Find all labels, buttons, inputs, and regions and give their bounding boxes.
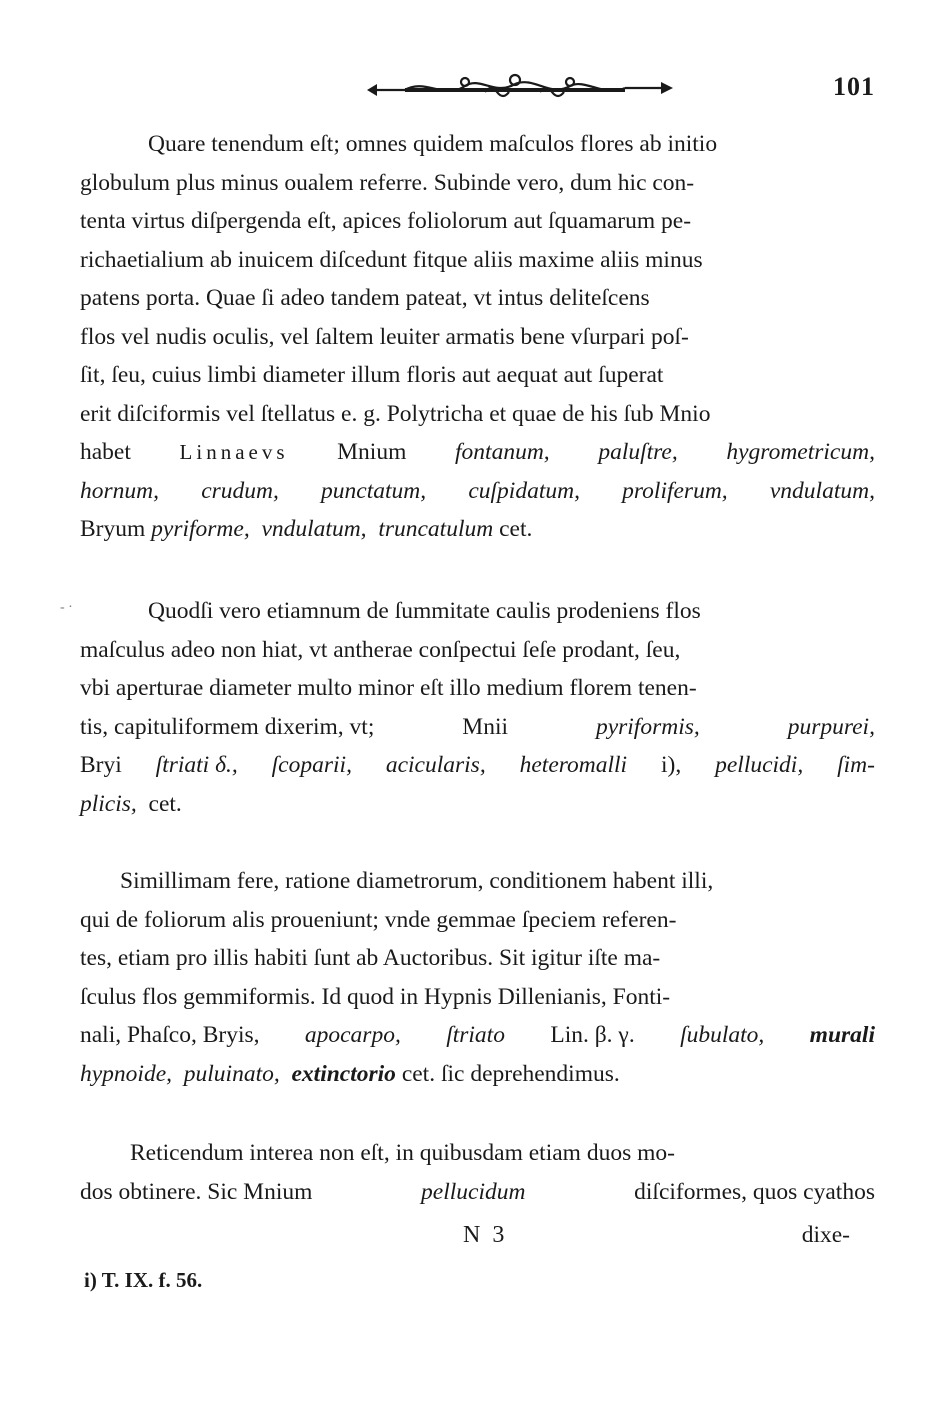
text-line: vbi aperturae diameter multo minor eſt illo medium florem tenen- xyxy=(80,675,697,701)
text-line: Reticendum interea non eſt, in quibusdam etiam duos mo- xyxy=(130,1140,675,1166)
text-line: tenta virtus diſpergenda eſt, apices foliolorum aut ſquamarum pe- xyxy=(80,208,692,234)
text-line: ſit, ſeu, cuius limbi diameter illum floris aut aequat aut ſuperat xyxy=(80,362,664,388)
text-line: maſculus adeo non hiat, vt antherae conſpectui ſeſe prodant, ſeu, xyxy=(80,636,681,663)
author-name-smallcaps: Linnaevs xyxy=(179,440,289,464)
text-line: flos vel nudis oculis, vel ſaltem leuiter armatis bene vſurpari poſ- xyxy=(80,323,689,350)
text-line: Bryi ſtriati δ., ſcoparii, acicularis, heteromalli i), pellucidi, ſim- xyxy=(80,746,875,785)
text-line: tis, capituliformem dixerim, vt; Mnii pyriformis, purpurei, xyxy=(80,713,875,740)
text-line: erit diſciformis vel ſtellatus e. g. Polytricha et quae de his ſub Mnio xyxy=(80,400,711,427)
text-line: hornum, crudum, punctatum, cuſpidatum, proliferum, vndulatum, xyxy=(80,477,875,504)
text-line: plicis, cet. xyxy=(80,790,182,817)
text-line: Quare tenendum eſt; omnes quidem maſculos flores ab initio xyxy=(148,131,718,157)
paragraph-4 xyxy=(80,1134,875,1211)
text-line: tes, etiam pro illis habiti ſunt ab Auctoribus. Sit igitur iſte ma- xyxy=(80,945,661,971)
paragraph-1 xyxy=(80,125,875,549)
text-line: patens porta. Quae ſi adeo tandem pateat, vt intus deliteſcens xyxy=(80,285,650,311)
signature-mark: N 3 xyxy=(463,1222,508,1248)
text-line: hypnoide, puluinato, extinctorio cet. ſic deprehendimus. xyxy=(80,1060,620,1087)
text-line: qui de foliorum alis proueniunt; vnde gemmae ſpeciem referen- xyxy=(80,906,677,933)
page-number: 101 xyxy=(833,72,875,101)
text-line: Quodſi vero etiamnum de ſummitate caulis prodeniens flos xyxy=(148,598,701,624)
paragraph-2 xyxy=(80,592,875,823)
text-line: Bryum pyriforme, vndulatum, truncatulum cet. xyxy=(80,516,533,542)
paragraph-3 xyxy=(80,862,875,1093)
text-line: ſculus flos gemmiformis. Id quod in Hypnis Dillenianis, Fonti- xyxy=(80,983,671,1010)
text-line: habet Linnaevs Mnium fontanum, paluſtre, hygrometricum, xyxy=(80,433,875,472)
text-line: richaetialium ab inuicem diſcedunt fitque aliis maxime aliis minus xyxy=(80,246,703,273)
catchword: dixe- xyxy=(801,1222,850,1248)
footnote-reference: i), xyxy=(660,752,682,778)
footnote: i) T. IX. f. 56. xyxy=(84,1268,203,1292)
text-line: globulum plus minus oualem referre. Subinde vero, dum hic con- xyxy=(80,169,695,196)
text-line: dos obtinere. Sic Mnium pellucidum diſciformes, quos cyathos xyxy=(80,1178,875,1205)
margin-mark: - · xyxy=(60,600,73,615)
decorative-vine-ornament-icon xyxy=(365,72,675,102)
text-line: Simillimam fere, ratione diametrorum, conditionem habent illi, xyxy=(120,868,714,894)
running-head xyxy=(80,70,875,106)
text-line: nali, Phaſco, Bryis, apocarpo, ſtriato Lin. β. γ. ſubulato, murali xyxy=(80,1022,875,1048)
